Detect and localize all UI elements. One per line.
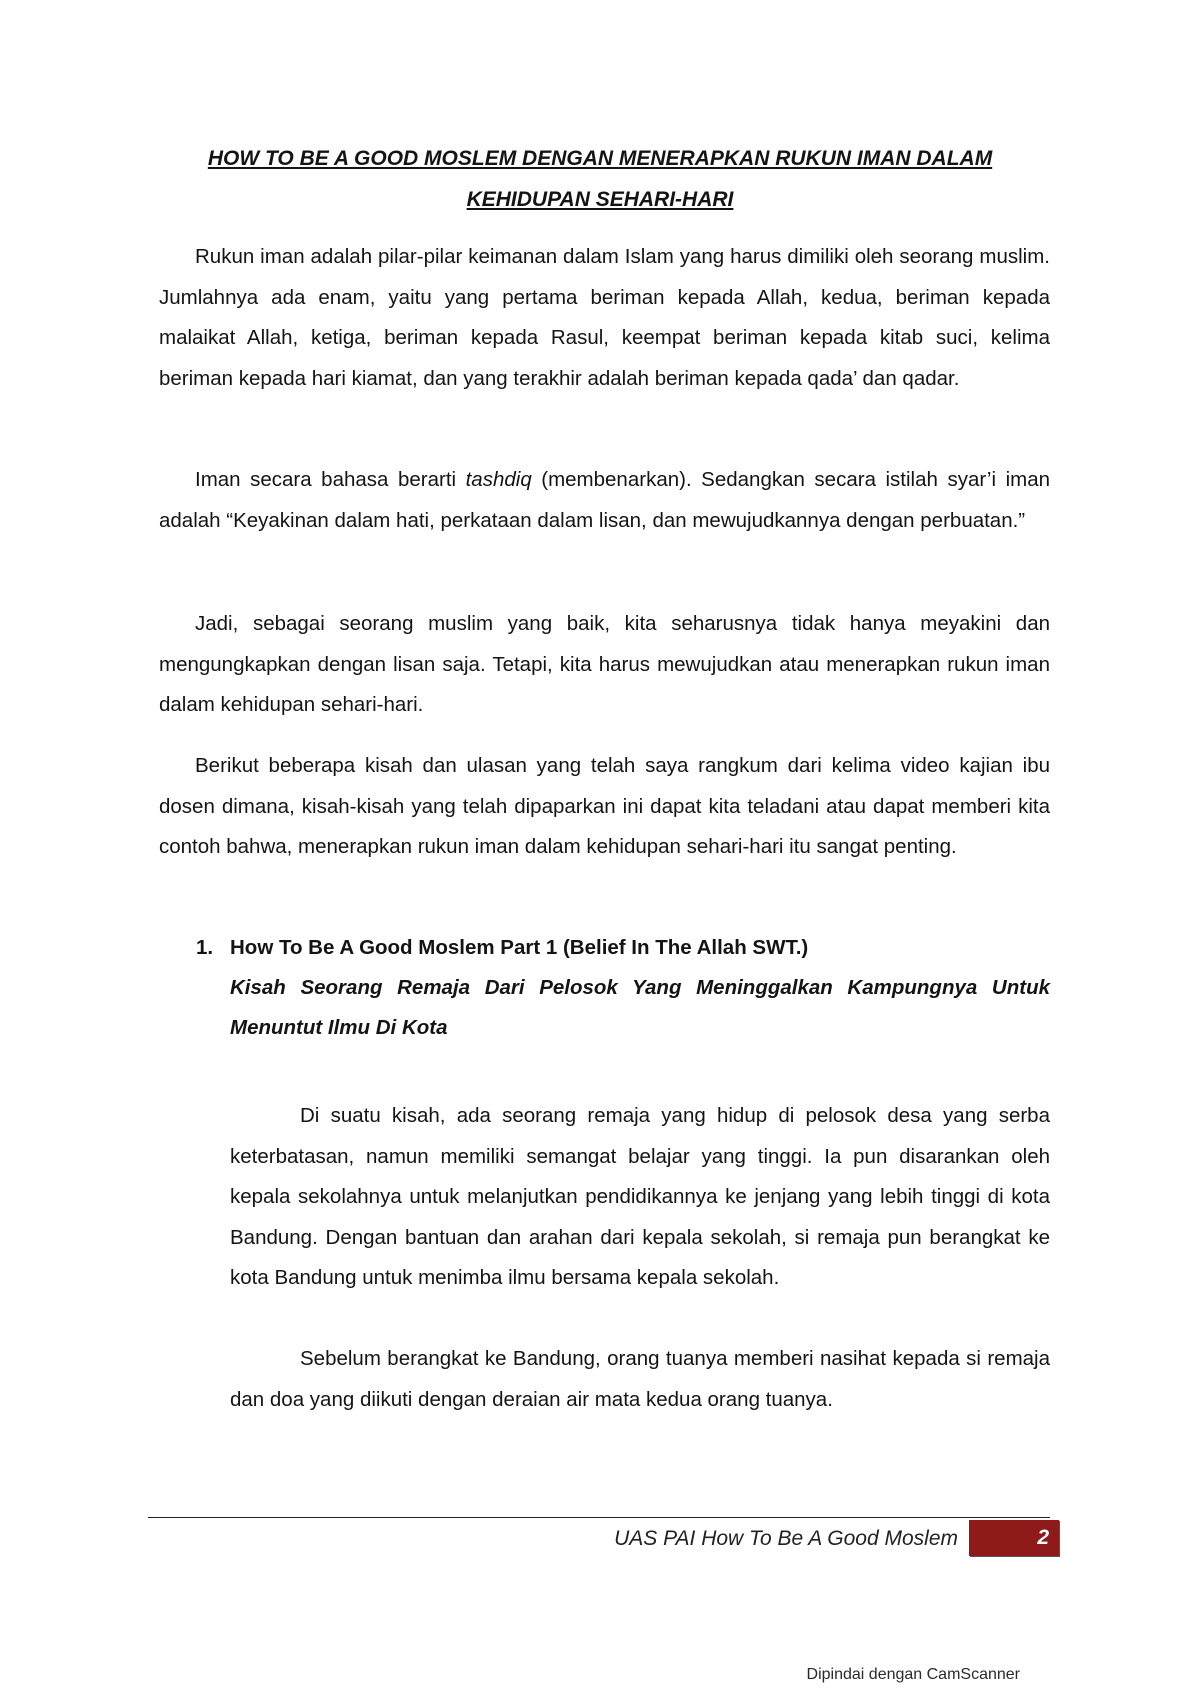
paragraph-2-text-a: Iman secara bahasa berarti	[195, 468, 466, 491]
paragraph-2-text-b: (membenarkan). Sedangkan secara istilah syar’i iman adalah “Keyakinan dalam hati, perkataan dalam lisan, dan mewujudkannya dengan perbuatan.”	[159, 468, 1051, 532]
paragraph-muslim-baik: Jadi, sebagai seorang muslim yang baik, kita seharusnya tidak hanya meyakini dan mengungkapkan dengan lisan saja. Tetapi, kita harus mewujudkan atau menerapkan rukun iman dalam kehidupan sehari-hari.	[159, 612, 1050, 716]
footer-divider	[148, 1517, 1050, 1518]
paragraph-rukun-iman: Rukun iman adalah pilar-pilar keimanan dalam Islam yang harus dimiliki oleh seorang muslim. Jumlahnya ada enam, yaitu yang pertama beriman kepada Allah, kedua, beriman kepada malaikat Allah, ketiga, beriman kepada Rasul, keempat beriman kepada kitab suci, kelima beriman kepada hari kiamat, dan yang terakhir adalah beriman kepada qada’ dan qadar.	[159, 245, 1050, 390]
paragraph-kisah-ulasan: Berikut beberapa kisah dan ulasan yang telah saya rangkum dari kelima video kajian ibu dosen dimana, kisah-kisah yang telah dipaparkan ini dapat kita teladani atau dapat memberi kita contoh bahwa, menerapkan rukun iman dalam kehidupan sehari-hari itu sangat penting.	[159, 754, 1050, 858]
document-title	[150, 138, 1050, 220]
section-1	[196, 928, 1050, 1048]
footer-title: UAS PAI How To Be A Good Moslem	[614, 1527, 958, 1550]
title-line-2: KEHIDUPAN SEHARI-HARI	[466, 188, 734, 211]
title-line-1: HOW TO BE A GOOD MOSLEM DENGAN MENERAPKAN RUKUN IMAN DALAM	[207, 147, 993, 170]
scanner-watermark: Dipindai dengan CamScanner	[806, 1666, 1020, 1683]
term-tashdiq: tashdiq	[465, 468, 532, 491]
page-number: 2	[1037, 1526, 1049, 1549]
paragraph-definisi-iman	[159, 460, 1050, 541]
section-1-number: 1.	[196, 936, 214, 959]
story-paragraph-2: Sebelum berangkat ke Bandung, orang tuanya memberi nasihat kepada si remaja dan doa yang diikuti dengan deraian air mata kedua orang tuanya.	[230, 1347, 1050, 1411]
section-1-heading	[196, 928, 1050, 968]
story-paragraph-1: Di suatu kisah, ada seorang remaja yang hidup di pelosok desa yang serba keterbatasan, namun memiliki semangat belajar yang tinggi. Ia pun disarankan oleh kepala sekolahnya untuk melanjutkan pendidikannya ke jenjang yang lebih tinggi di kota Bandung. Dengan bantuan dan arahan dari kepala sekolah, si remaja pun berangkat ke kota Bandung untuk menimba ilmu bersama kepala sekolah.	[230, 1104, 1050, 1289]
page-number-box	[969, 1520, 1059, 1556]
section-1-subheading: Kisah Seorang Remaja Dari Pelosok Yang Meninggalkan Kampungnya Untuk Menuntut Ilmu Di Kota	[230, 976, 1050, 1039]
section-1-heading-text: How To Be A Good Moslem Part 1 (Belief In The Allah SWT.)	[230, 936, 809, 959]
